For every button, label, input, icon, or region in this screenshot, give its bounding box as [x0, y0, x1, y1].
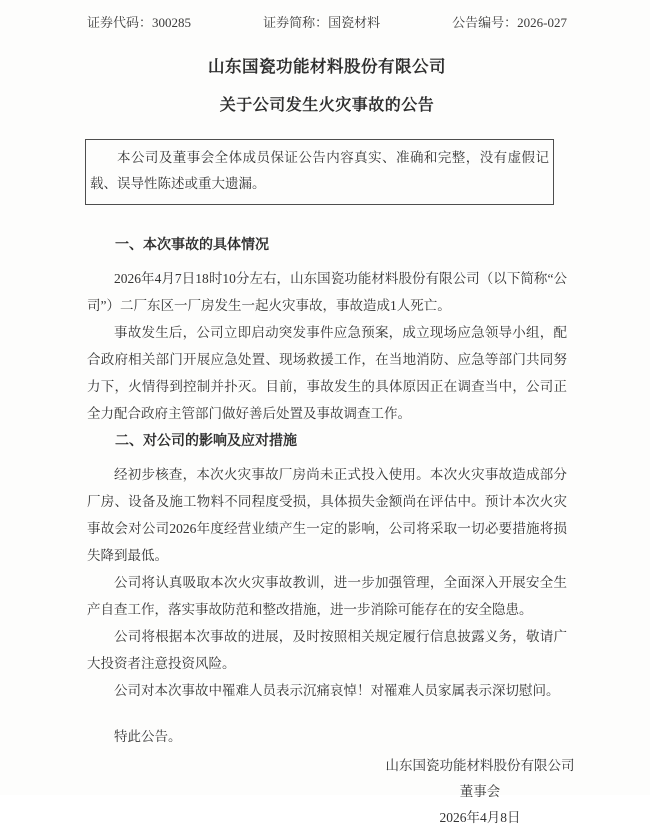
section2-paragraph-1: 经初步核查，本次火灾事故厂房尚未正式投入使用。本次火灾事故造成部分厂房、设备及施工物料不同程度受损，具体损失金额尚在评估中。预计本次火灾事故会对公司2026年度经营业绩产生一定的影响，公司将采取一切必要措施将损失降到最低。: [87, 467, 567, 563]
section2-heading: 二、对公司的影响及应对措施: [115, 434, 297, 449]
disclaimer-box: [85, 139, 554, 205]
section2-paragraph-2: 公司将认真吸取本次火灾事故教训，进一步加强管理，全面深入开展安全生产自查工作，落实事故防范和整改措施，进一步消除可能存在的安全隐患。: [87, 575, 567, 617]
signature-date: 2026年4月8日: [439, 810, 521, 825]
announcement-title: 关于公司发生火灾事故的公告: [219, 97, 435, 114]
section1-paragraph-2: 事故发生后，公司立即启动突发事件应急预案，成立现场应急领导小组，配合政府相关部门开展应急处置、现场救援工作，在当地消防、应急等部门共同努力下，火情得到控制并扑灭。目前，事故发生的具体原因正在调查当中，公司正全力配合政府主管部门做好善后处置及事故调查工作。: [87, 325, 567, 421]
announcement-number-value: 2026-027: [517, 15, 567, 30]
stock-code-label: 证券代码：: [87, 15, 153, 30]
signature-block: [384, 753, 576, 831]
section2-paragraph-3: 公司将根据本次事故的进展，及时按照相关规定履行信息披露义务，敬请广大投资者注意投资风险。: [87, 629, 567, 671]
stock-abbreviation: [263, 14, 380, 32]
company-title: 山东国瓷功能材料股份有限公司: [208, 57, 446, 76]
announcement-number: [452, 14, 567, 32]
section1-heading: 一、本次事故的具体情况: [115, 238, 269, 253]
disclaimer-text: 本公司及董事会全体成员保证公告内容真实、准确和完整，没有虚假记载、误导性陈述或重大遗漏。: [90, 150, 549, 191]
stock-code-value: 300285: [152, 15, 192, 30]
stock-code: [87, 14, 191, 32]
signature-company: 山东国瓷功能材料股份有限公司: [385, 758, 575, 773]
stock-abbreviation-label: 证券简称：: [263, 15, 329, 30]
section1-paragraph-1: 2026年4月7日18时10分左右，山东国瓷功能材料股份有限公司（以下简称“公司”）二厂东区一厂房发生一起火灾事故，事故造成1人死亡。: [87, 271, 567, 313]
stock-abbreviation-value: 国瓷材料: [328, 15, 381, 30]
announcement-number-label: 公告编号：: [452, 15, 518, 30]
signature-board: 董事会: [459, 784, 501, 799]
section2-paragraph-4: 公司对本次事故中罹难人员表示沉痛哀悼！对罹难人员家属表示深切慰问。: [114, 683, 560, 698]
closing-statement: 特此公告。: [114, 729, 182, 744]
document-header: [87, 14, 567, 32]
